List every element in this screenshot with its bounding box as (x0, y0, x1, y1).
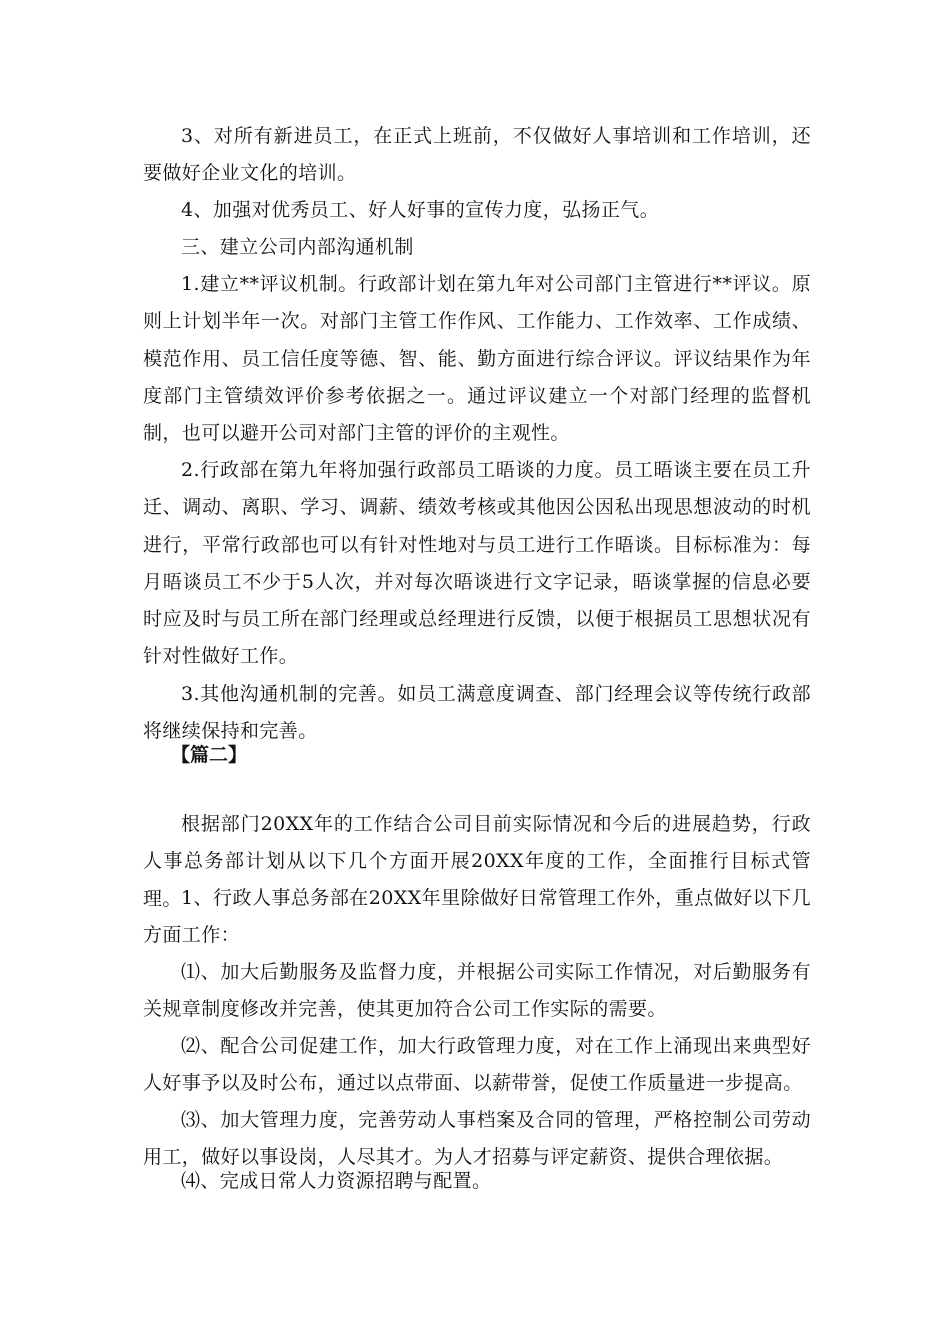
paragraph-recruitment: ⑷、完成日常人力资源招聘与配置。 (181, 1170, 492, 1192)
paragraph-evaluation-mechanism: 1.建立**评议机制。行政部计划在第九年对公司部门主管进行**评议。原则上计划半年一次。对部门主管工作作风、工作能力、工作效率、工作成绩、模范作用、员工信任度等德、智、能、勤方面进行综合评议。评议结果作为年度部门主管绩效评价参考依据之一。通过评议建立一个对部门经理的监督机制，也可以避开公司对部门主管的评价的主观性。 (143, 273, 811, 445)
paragraph-part-two-intro: 根据部门20XX年的工作结合公司目前实际情况和今后的进展趋势，行政人事总务部计划从以下几个方面开展20XX年度的工作，全面推行目标式管理。 (143, 813, 811, 910)
section-title-part-two: 【篇二】 (171, 744, 248, 766)
paragraph-personnel-files: ⑶、加大管理力度，完善劳动人事档案及合同的管理，严格控制公司劳动用工，做好以事设岗，人尽其才。为人才招募与评定薪资、提供合理依据。 (143, 1109, 811, 1169)
paragraph-new-employee-training: 3、对所有新进员工，在正式上班前，不仅做好人事培训和工作培训，还要做好企业文化的培训。 (143, 125, 811, 185)
paragraph-promote-excellent-staff: 4、加强对优秀员工、好人好事的宣传力度，弘扬正气。 (181, 199, 660, 221)
paragraph-administration: ⑵、配合公司促建工作，加大行政管理力度，对在工作上涌现出来典型好人好事予以及时公布，通过以点带面、以薪带誉，促使工作质量进一步提高。 (143, 1035, 811, 1095)
paragraph-key-tasks: 1、行政人事总务部在20XX年里除做好日常管理工作外，重点做好以下几方面工作： (143, 887, 811, 947)
paragraph-other-mechanisms: 3.其他沟通机制的完善。如员工满意度调查、部门经理会议等传统行政部将继续保持和完善。 (143, 683, 811, 743)
paragraph-logistics-service: ⑴、加大后勤服务及监督力度，并根据公司实际工作情况，对后勤服务有关规章制度修改并完善，使其更加符合公司工作实际的需要。 (143, 961, 811, 1021)
section-heading-communication: 三、建立公司内部沟通机制 (181, 236, 414, 258)
paragraph-staff-interviews: 2.行政部在第九年将加强行政部员工晤谈的力度。员工晤谈主要在员工升迁、调动、离职、学习、调薪、绩效考核或其他因公因私出现思想波动的时机进行，平常行政部也可以有针对性地对与员工进行工作晤谈。目标标准为：每月晤谈员工不少于5人次，并对每次晤谈进行文字记录，晤谈掌握的信息必要时应及时与员工所在部门经理或总经理进行反馈，以便于根据员工思想状况有针对性做好工作。 (143, 459, 811, 668)
